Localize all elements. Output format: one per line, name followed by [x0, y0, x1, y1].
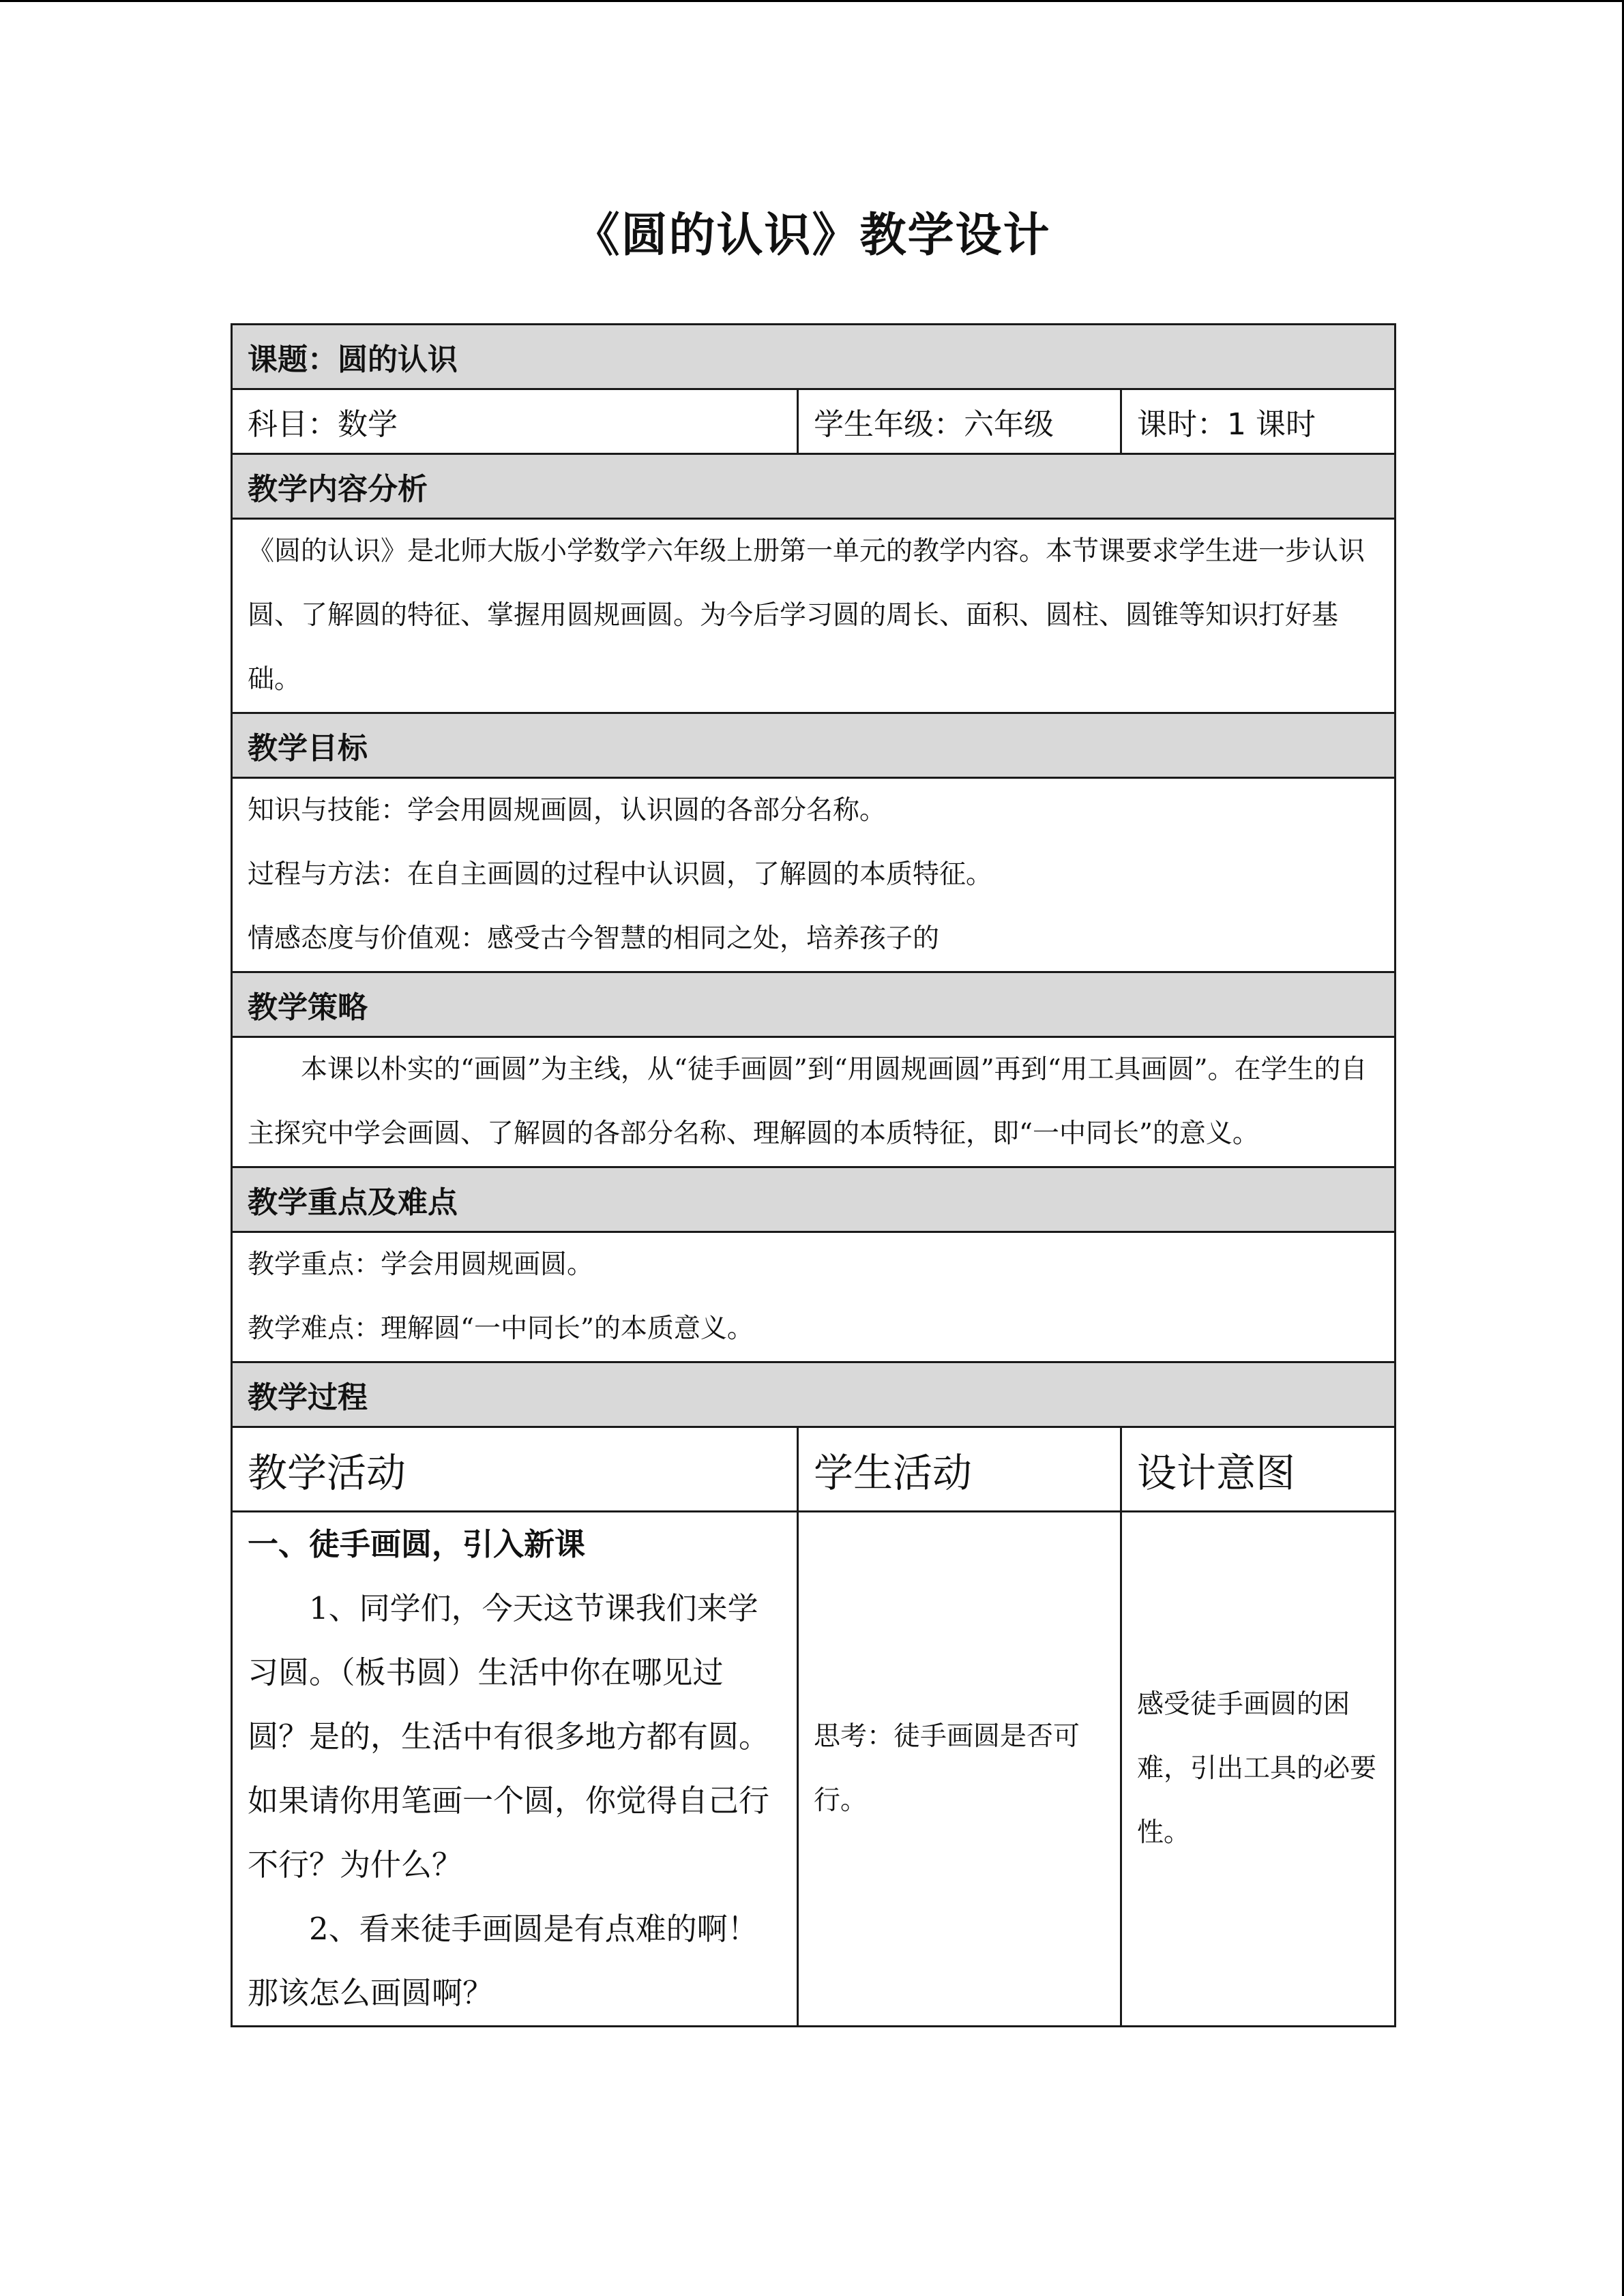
strategy-cell: [232, 1037, 1396, 1167]
strategy-row: [232, 1037, 1396, 1167]
design-intent-cell: 感受徒手画圆的困难，引出工具的必要性。: [1121, 1512, 1396, 2027]
key-point-focus: 教学重点：学会用圆规画圆。: [248, 1249, 594, 1280]
subject-cell: 科目：数学: [232, 389, 798, 454]
objective-process: 过程与方法：在自主画圆的过程中认识圆，了解圆的本质特征。: [248, 859, 993, 890]
key-points-cell: [232, 1232, 1396, 1362]
column-header-intent: 设计意图: [1121, 1427, 1396, 1512]
strategy-heading: 教学策略: [232, 972, 1396, 1037]
content-analysis-heading-row: [232, 454, 1396, 519]
key-points-row: [232, 1232, 1396, 1362]
objectives-cell: [232, 778, 1396, 972]
process-column-header-row: [232, 1427, 1396, 1512]
info-row: [232, 389, 1396, 454]
topic-row: [232, 325, 1396, 389]
content-analysis-heading: 教学内容分析: [232, 454, 1396, 519]
key-point-difficulty: 教学难点：理解圆“一中同长”的本质意义。: [248, 1313, 754, 1344]
content-analysis-text: 《圆的认识》是北师大版小学数学六年级上册第一单元的教学内容。本节课要求学生进一步认识圆、了解圆的特征、掌握用圆规画圆。为今后学习圆的周长、面积、圆柱、圆锥等知识打好基础。: [232, 519, 1396, 713]
lesson-plan-table: [231, 323, 1396, 2027]
process-step-row: [232, 1512, 1396, 2027]
process-heading: 教学过程: [232, 1362, 1396, 1427]
teacher-activity-cell: [232, 1512, 798, 2027]
student-activity-cell: 思考：徒手画圆是否可行。: [798, 1512, 1121, 2027]
column-header-student: 学生活动: [798, 1427, 1121, 1512]
key-points-heading-row: [232, 1167, 1396, 1232]
key-points-heading: 教学重点及难点: [232, 1167, 1396, 1232]
objective-attitude: 情感态度与价值观：感受古今智慧的相同之处，培养孩子的: [248, 923, 940, 954]
teacher-activity-para-1: 1、同学们，今天这节课我们来学习圆。（板书圆）生活中你在哪见过圆？是的，生活中有很多地方都有圆。如果请你用笔画一个圆，你觉得自己行不行？为什么？: [248, 1590, 770, 1883]
document-title: 《圆的认识》教学设计: [573, 208, 1051, 263]
strategy-heading-row: [232, 972, 1396, 1037]
objectives-heading-row: [232, 713, 1396, 778]
period-cell: 课时：1 课时: [1121, 389, 1396, 454]
teacher-activity-para-2: 2、看来徒手画圆是有点难的啊！那该怎么画圆啊？: [248, 1911, 758, 2011]
grade-cell: 学生年级：六年级: [798, 389, 1121, 454]
process-heading-row: [232, 1362, 1396, 1427]
objective-knowledge: 知识与技能：学会用圆规画圆，认识圆的各部分名称。: [248, 795, 887, 826]
topic-heading: 课题：圆的认识: [232, 325, 1396, 389]
column-header-teacher: 教学活动: [232, 1427, 798, 1512]
content-analysis-row: [232, 519, 1396, 713]
objectives-heading: 教学目标: [232, 713, 1396, 778]
strategy-text: 本课以朴实的“画圆”为主线，从“徒手画圆”到“用圆规画圆”再到“用工具画圆”。在学生的自主探究中学会画圆、了解圆的各部分名称、理解圆的本质特征，即“一中同长”的意义。: [248, 1054, 1368, 1149]
step-title: 一、徒手画圆，引入新课: [248, 1526, 586, 1562]
objectives-row: [232, 778, 1396, 972]
